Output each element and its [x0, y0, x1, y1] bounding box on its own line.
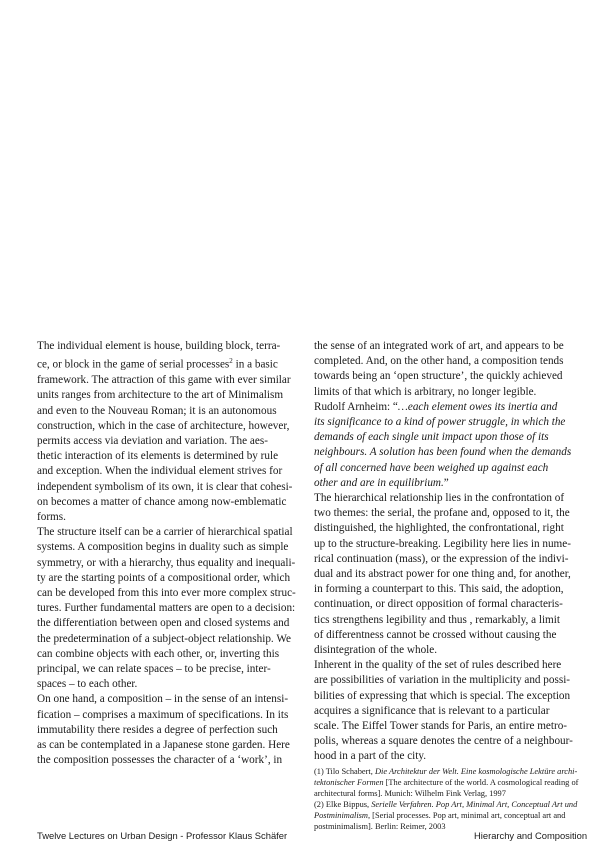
- quote-attribution: Rudolf Arnheim: “: [314, 400, 398, 413]
- body-line: towards being an ‘open structure’, the quickly achieved: [314, 370, 563, 383]
- body-line: as can be contemplated in a Japanese stone garden. Here: [37, 739, 290, 752]
- body-line: and even to the Nouveau Roman; it is an autonomous: [37, 404, 277, 417]
- body-line: symmetry, or with a hierarchy, thus equality and inequali-: [37, 556, 296, 569]
- footnote-2-cont: postminimalism]. Berlin: Reimer, 2003: [314, 822, 446, 831]
- body-line: bilities of expressing that which is special. The exception: [314, 689, 571, 702]
- body-line: The hierarchical relationship lies in the confrontation of: [314, 492, 565, 505]
- body-line: and exception. When the individual element strives for: [37, 465, 283, 478]
- quote-line: demands of each single unit impact upon those of its: [314, 431, 549, 444]
- footnote-title: tektonischer Formen: [314, 778, 384, 787]
- body-line: are possibilities of variation in the multiplicity and possi-: [314, 674, 571, 687]
- body-line: limits of that which is arbitrary, no longer legible.: [314, 385, 537, 398]
- footnote-text: [The architecture of the world. A cosmological reading of: [383, 778, 579, 787]
- footnote-text: (1) Tilo Schabert,: [314, 767, 375, 776]
- body-line: the composition possesses the character of a ‘work’, in: [37, 754, 283, 767]
- body-line: in forming a counterpart to this. This said, the adoption,: [314, 583, 564, 596]
- body-line: disintegration of the whole.: [314, 644, 438, 657]
- body-line: construction, which in the case of architecture, however,: [37, 419, 290, 432]
- footnotes: [314, 766, 584, 832]
- footnote-reference: 2: [229, 357, 233, 366]
- body-line: distinguished, the highlighted, the confrontational, right: [314, 522, 564, 535]
- quote-close: ”: [443, 476, 449, 489]
- body-line: permits access via deviation and variation. The aes-: [37, 434, 268, 447]
- body-line: tures. Further fundamental matters are open to a decision:: [37, 602, 296, 615]
- body-line: the differentiation between open and closed systems and: [37, 617, 290, 630]
- body-line: principal, we can relate spaces – to be precise, inter-: [37, 663, 271, 675]
- quote-line: neighbours. A solution has been found when the demands: [314, 446, 572, 459]
- body-line: ty are the starting points of a compositional order, which: [37, 571, 291, 584]
- right-text-column: [314, 339, 582, 765]
- body-line: rical continuation (mass), or the expression of the indivi-: [314, 552, 569, 565]
- body-line: can be developed from this into ever more complex struc-: [37, 586, 296, 599]
- footnote-title: Postminimalism: [314, 811, 368, 820]
- body-line: acquires a significance that is relevant to a particular: [314, 704, 550, 717]
- body-line: Inherent in the quality of the set of rules described here: [314, 659, 562, 672]
- footnote-text: (2) Elke Bippus,: [314, 800, 372, 809]
- body-line: [314, 400, 582, 415]
- quote-line: its significance to a kind of power struggle, in which the: [314, 416, 566, 429]
- footnote-1-cont: architectural forms]. Munich: Wilhelm Fink Verlag, 1997: [314, 789, 506, 798]
- footnote-1-cont: [314, 777, 584, 788]
- footnote-2-cont: [314, 810, 584, 821]
- body-line: independent symbolism of its own, it is clear that cohesi-: [37, 480, 293, 493]
- body-line: two themes: the serial, the profane and, opposed to it, the: [314, 507, 570, 520]
- body-line: On one hand, a composition – in the sense of an intensi-: [37, 693, 289, 706]
- body-line: up to the structure-breaking. Legibility here lies in nume-: [314, 537, 571, 550]
- body-line: fication – comprises a maximum of specifications. In its: [37, 708, 289, 721]
- body-line: scale. The Eiffel Tower stands for Paris, an entire metro-: [314, 720, 568, 733]
- footnote-title: Serielle Verfahren. Pop Art, Minimal Art, Conceptual Art und: [371, 800, 578, 809]
- footnote-2: [314, 799, 584, 810]
- body-line: dual and its abstract power for one thing and, for another,: [314, 568, 571, 581]
- body-line: spaces – to each other.: [37, 678, 138, 691]
- body-line: systems. A composition begins in duality such as simple: [37, 541, 289, 554]
- body-line: forms.: [37, 510, 66, 523]
- body-line: hood in a part of the city.: [314, 750, 427, 763]
- body-line: completed. And, on the other hand, a composition tends: [314, 355, 564, 368]
- body-line-text: in a basic: [232, 358, 278, 371]
- body-line: units ranges from architecture to the art of Minimalism: [37, 389, 284, 402]
- body-line: The structure itself can be a carrier of hierarchical spatial: [37, 526, 293, 539]
- footnote-title: Die Architektur der Welt. Eine kosmologische Lektüre archi-: [374, 767, 578, 776]
- body-line: immutability there resides a degree of perfection such: [37, 723, 278, 736]
- body-line: the sense of an integrated work of art, and appears to be: [314, 340, 564, 352]
- footer-course-title: Twelve Lectures on Urban Design - Professor Klaus Schäfer: [37, 830, 288, 841]
- body-line: on becomes a matter of chance among now-emblematic: [37, 495, 287, 508]
- body-line: [314, 476, 582, 491]
- footnote-1: [314, 766, 584, 777]
- body-line: The individual element is house, building block, terra-: [37, 340, 281, 352]
- quote-line: other and are in equilibrium.: [314, 476, 444, 489]
- quote-line: of all concerned have been weighed up against each: [314, 461, 549, 474]
- body-line: tics strengthens legibility and thus , remarkably, a limit: [314, 613, 560, 626]
- footer-chapter-title: Hierarchy and Composition: [474, 830, 588, 841]
- body-line: of differentness cannot be crossed without causing the: [314, 628, 557, 641]
- body-line: can combine objects with each other, or, inverting this: [37, 647, 280, 660]
- body-line: continuation, or direct opposition of formal characteris-: [314, 598, 563, 611]
- body-line-text: ce, or block in the game of serial processes: [37, 358, 230, 371]
- footnote-text: , [Serial processes. Pop art, minimal art, conceptual art and: [367, 811, 566, 820]
- body-line: framework. The attraction of this game with ever similar: [37, 374, 291, 387]
- body-line: the predetermination of a subject-object relationship. We: [37, 632, 291, 645]
- left-text-column: [37, 339, 305, 768]
- body-line: [37, 354, 305, 373]
- quote-line: …each element owes its inertia and: [397, 400, 558, 413]
- body-line: polis, whereas a square denotes the centre of a neighbour-: [314, 735, 573, 748]
- body-line: thetic interaction of its elements is determined by rule: [37, 450, 279, 463]
